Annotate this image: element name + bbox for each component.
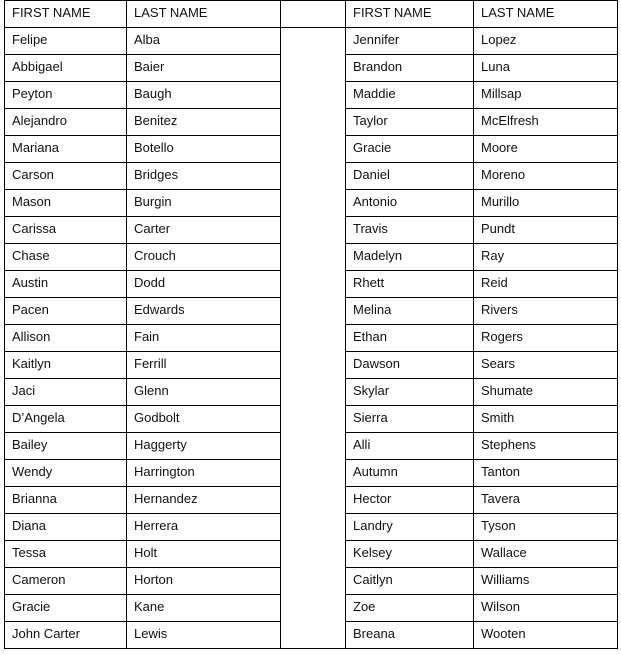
right-last-name-cell: Tavera (474, 487, 618, 514)
column-gap (281, 109, 346, 136)
right-last-name-cell: Millsap (474, 82, 618, 109)
left-first-name-cell: Brianna (5, 487, 127, 514)
right-first-name-cell: Travis (346, 217, 474, 244)
right-last-name-cell: Pundt (474, 217, 618, 244)
table-row (5, 271, 618, 298)
column-gap (281, 325, 346, 352)
table-row (5, 433, 618, 460)
left-first-name-cell: Peyton (5, 82, 127, 109)
left-first-name-cell: Kaitlyn (5, 352, 127, 379)
table-row (5, 109, 618, 136)
left-first-name-cell: Mason (5, 190, 127, 217)
left-last-name-cell: Burgin (127, 190, 281, 217)
right-first-name-cell: Dawson (346, 352, 474, 379)
column-gap (281, 514, 346, 541)
right-first-name-cell: Kelsey (346, 541, 474, 568)
right-first-name-cell: Autumn (346, 460, 474, 487)
left-last-name-cell: Kane (127, 595, 281, 622)
right-first-name-cell: Ethan (346, 325, 474, 352)
left-last-name-cell: Edwards (127, 298, 281, 325)
left-first-name-cell: Jaci (5, 379, 127, 406)
left-last-name-cell: Botello (127, 136, 281, 163)
right-first-name-cell: Madelyn (346, 244, 474, 271)
roster-body (5, 28, 618, 649)
column-gap (281, 298, 346, 325)
right-first-name-cell: Brandon (346, 55, 474, 82)
right-last-name-cell: Smith (474, 406, 618, 433)
right-first-name-cell: Skylar (346, 379, 474, 406)
table-row (5, 82, 618, 109)
left-first-name-cell: Carissa (5, 217, 127, 244)
left-last-name-cell: Baier (127, 55, 281, 82)
table-row (5, 217, 618, 244)
right-last-name-cell: Wooten (474, 622, 618, 649)
right-last-name-cell: Moreno (474, 163, 618, 190)
right-last-name-cell: Tanton (474, 460, 618, 487)
right-first-name-header: FIRST NAME (346, 1, 474, 28)
right-first-name-cell: Zoe (346, 595, 474, 622)
column-gap (281, 55, 346, 82)
left-last-name-cell: Hernandez (127, 487, 281, 514)
table-row (5, 55, 618, 82)
column-gap (281, 1, 346, 28)
left-last-name-cell: Glenn (127, 379, 281, 406)
names-table (4, 0, 618, 649)
table-row (5, 244, 618, 271)
left-last-name-cell: Horton (127, 568, 281, 595)
right-last-name-header: LAST NAME (474, 1, 618, 28)
right-first-name-cell: Melina (346, 298, 474, 325)
left-last-name-header: LAST NAME (127, 1, 281, 28)
left-first-name-cell: Pacen (5, 298, 127, 325)
right-last-name-cell: Murillo (474, 190, 618, 217)
left-last-name-cell: Dodd (127, 271, 281, 298)
right-first-name-cell: Daniel (346, 163, 474, 190)
left-first-name-cell: Abbigael (5, 55, 127, 82)
column-gap (281, 460, 346, 487)
left-last-name-cell: Baugh (127, 82, 281, 109)
column-gap (281, 568, 346, 595)
column-gap (281, 190, 346, 217)
right-first-name-cell: Caitlyn (346, 568, 474, 595)
left-first-name-cell: Allison (5, 325, 127, 352)
right-last-name-cell: Sears (474, 352, 618, 379)
column-gap (281, 541, 346, 568)
table-row (5, 568, 618, 595)
table-row (5, 595, 618, 622)
right-first-name-cell: Breana (346, 622, 474, 649)
left-first-name-cell: Mariana (5, 136, 127, 163)
column-gap (281, 406, 346, 433)
table-row (5, 460, 618, 487)
right-last-name-cell: Wilson (474, 595, 618, 622)
table-row (5, 379, 618, 406)
right-first-name-cell: Landry (346, 514, 474, 541)
column-gap (281, 82, 346, 109)
column-gap (281, 28, 346, 55)
column-gap (281, 217, 346, 244)
table-row (5, 514, 618, 541)
table-row (5, 406, 618, 433)
table-row (5, 298, 618, 325)
table-row (5, 190, 618, 217)
table-row (5, 352, 618, 379)
right-last-name-cell: Stephens (474, 433, 618, 460)
right-last-name-cell: McElfresh (474, 109, 618, 136)
left-last-name-cell: Crouch (127, 244, 281, 271)
right-last-name-cell: Williams (474, 568, 618, 595)
left-last-name-cell: Herrera (127, 514, 281, 541)
left-first-name-cell: John Carter (5, 622, 127, 649)
right-last-name-cell: Lopez (474, 28, 618, 55)
right-last-name-cell: Rogers (474, 325, 618, 352)
left-last-name-cell: Benitez (127, 109, 281, 136)
name-roster (4, 0, 617, 650)
left-first-name-cell: Austin (5, 271, 127, 298)
column-gap (281, 352, 346, 379)
column-gap (281, 622, 346, 649)
left-last-name-cell: Ferrill (127, 352, 281, 379)
left-last-name-cell: Haggerty (127, 433, 281, 460)
column-gap (281, 433, 346, 460)
table-row (5, 163, 618, 190)
column-gap (281, 163, 346, 190)
left-first-name-cell: Carson (5, 163, 127, 190)
left-first-name-header: FIRST NAME (5, 1, 127, 28)
right-first-name-cell: Rhett (346, 271, 474, 298)
column-gap (281, 487, 346, 514)
column-gap (281, 244, 346, 271)
right-first-name-cell: Hector (346, 487, 474, 514)
table-row (5, 541, 618, 568)
right-last-name-cell: Luna (474, 55, 618, 82)
right-first-name-cell: Sierra (346, 406, 474, 433)
right-last-name-cell: Wallace (474, 541, 618, 568)
left-first-name-cell: Bailey (5, 433, 127, 460)
left-last-name-cell: Carter (127, 217, 281, 244)
left-last-name-cell: Holt (127, 541, 281, 568)
right-first-name-cell: Antonio (346, 190, 474, 217)
table-row (5, 28, 618, 55)
table-row (5, 487, 618, 514)
left-first-name-cell: Chase (5, 244, 127, 271)
left-first-name-cell: Felipe (5, 28, 127, 55)
left-last-name-cell: Bridges (127, 163, 281, 190)
left-first-name-cell: Tessa (5, 541, 127, 568)
table-row (5, 136, 618, 163)
table-row (5, 622, 618, 649)
table-row (5, 325, 618, 352)
right-first-name-cell: Jennifer (346, 28, 474, 55)
header-row (5, 1, 618, 28)
right-first-name-cell: Maddie (346, 82, 474, 109)
column-gap (281, 595, 346, 622)
right-last-name-cell: Moore (474, 136, 618, 163)
right-last-name-cell: Rivers (474, 298, 618, 325)
left-first-name-cell: Diana (5, 514, 127, 541)
right-first-name-cell: Alli (346, 433, 474, 460)
left-first-name-cell: Gracie (5, 595, 127, 622)
left-last-name-cell: Lewis (127, 622, 281, 649)
left-first-name-cell: Alejandro (5, 109, 127, 136)
left-last-name-cell: Alba (127, 28, 281, 55)
left-first-name-cell: Wendy (5, 460, 127, 487)
left-first-name-cell: D’Angela (5, 406, 127, 433)
right-last-name-cell: Reid (474, 271, 618, 298)
right-last-name-cell: Shumate (474, 379, 618, 406)
left-first-name-cell: Cameron (5, 568, 127, 595)
column-gap (281, 379, 346, 406)
column-gap (281, 271, 346, 298)
right-first-name-cell: Gracie (346, 136, 474, 163)
left-last-name-cell: Godbolt (127, 406, 281, 433)
right-first-name-cell: Taylor (346, 109, 474, 136)
column-gap (281, 136, 346, 163)
left-last-name-cell: Harrington (127, 460, 281, 487)
right-last-name-cell: Ray (474, 244, 618, 271)
right-last-name-cell: Tyson (474, 514, 618, 541)
left-last-name-cell: Fain (127, 325, 281, 352)
